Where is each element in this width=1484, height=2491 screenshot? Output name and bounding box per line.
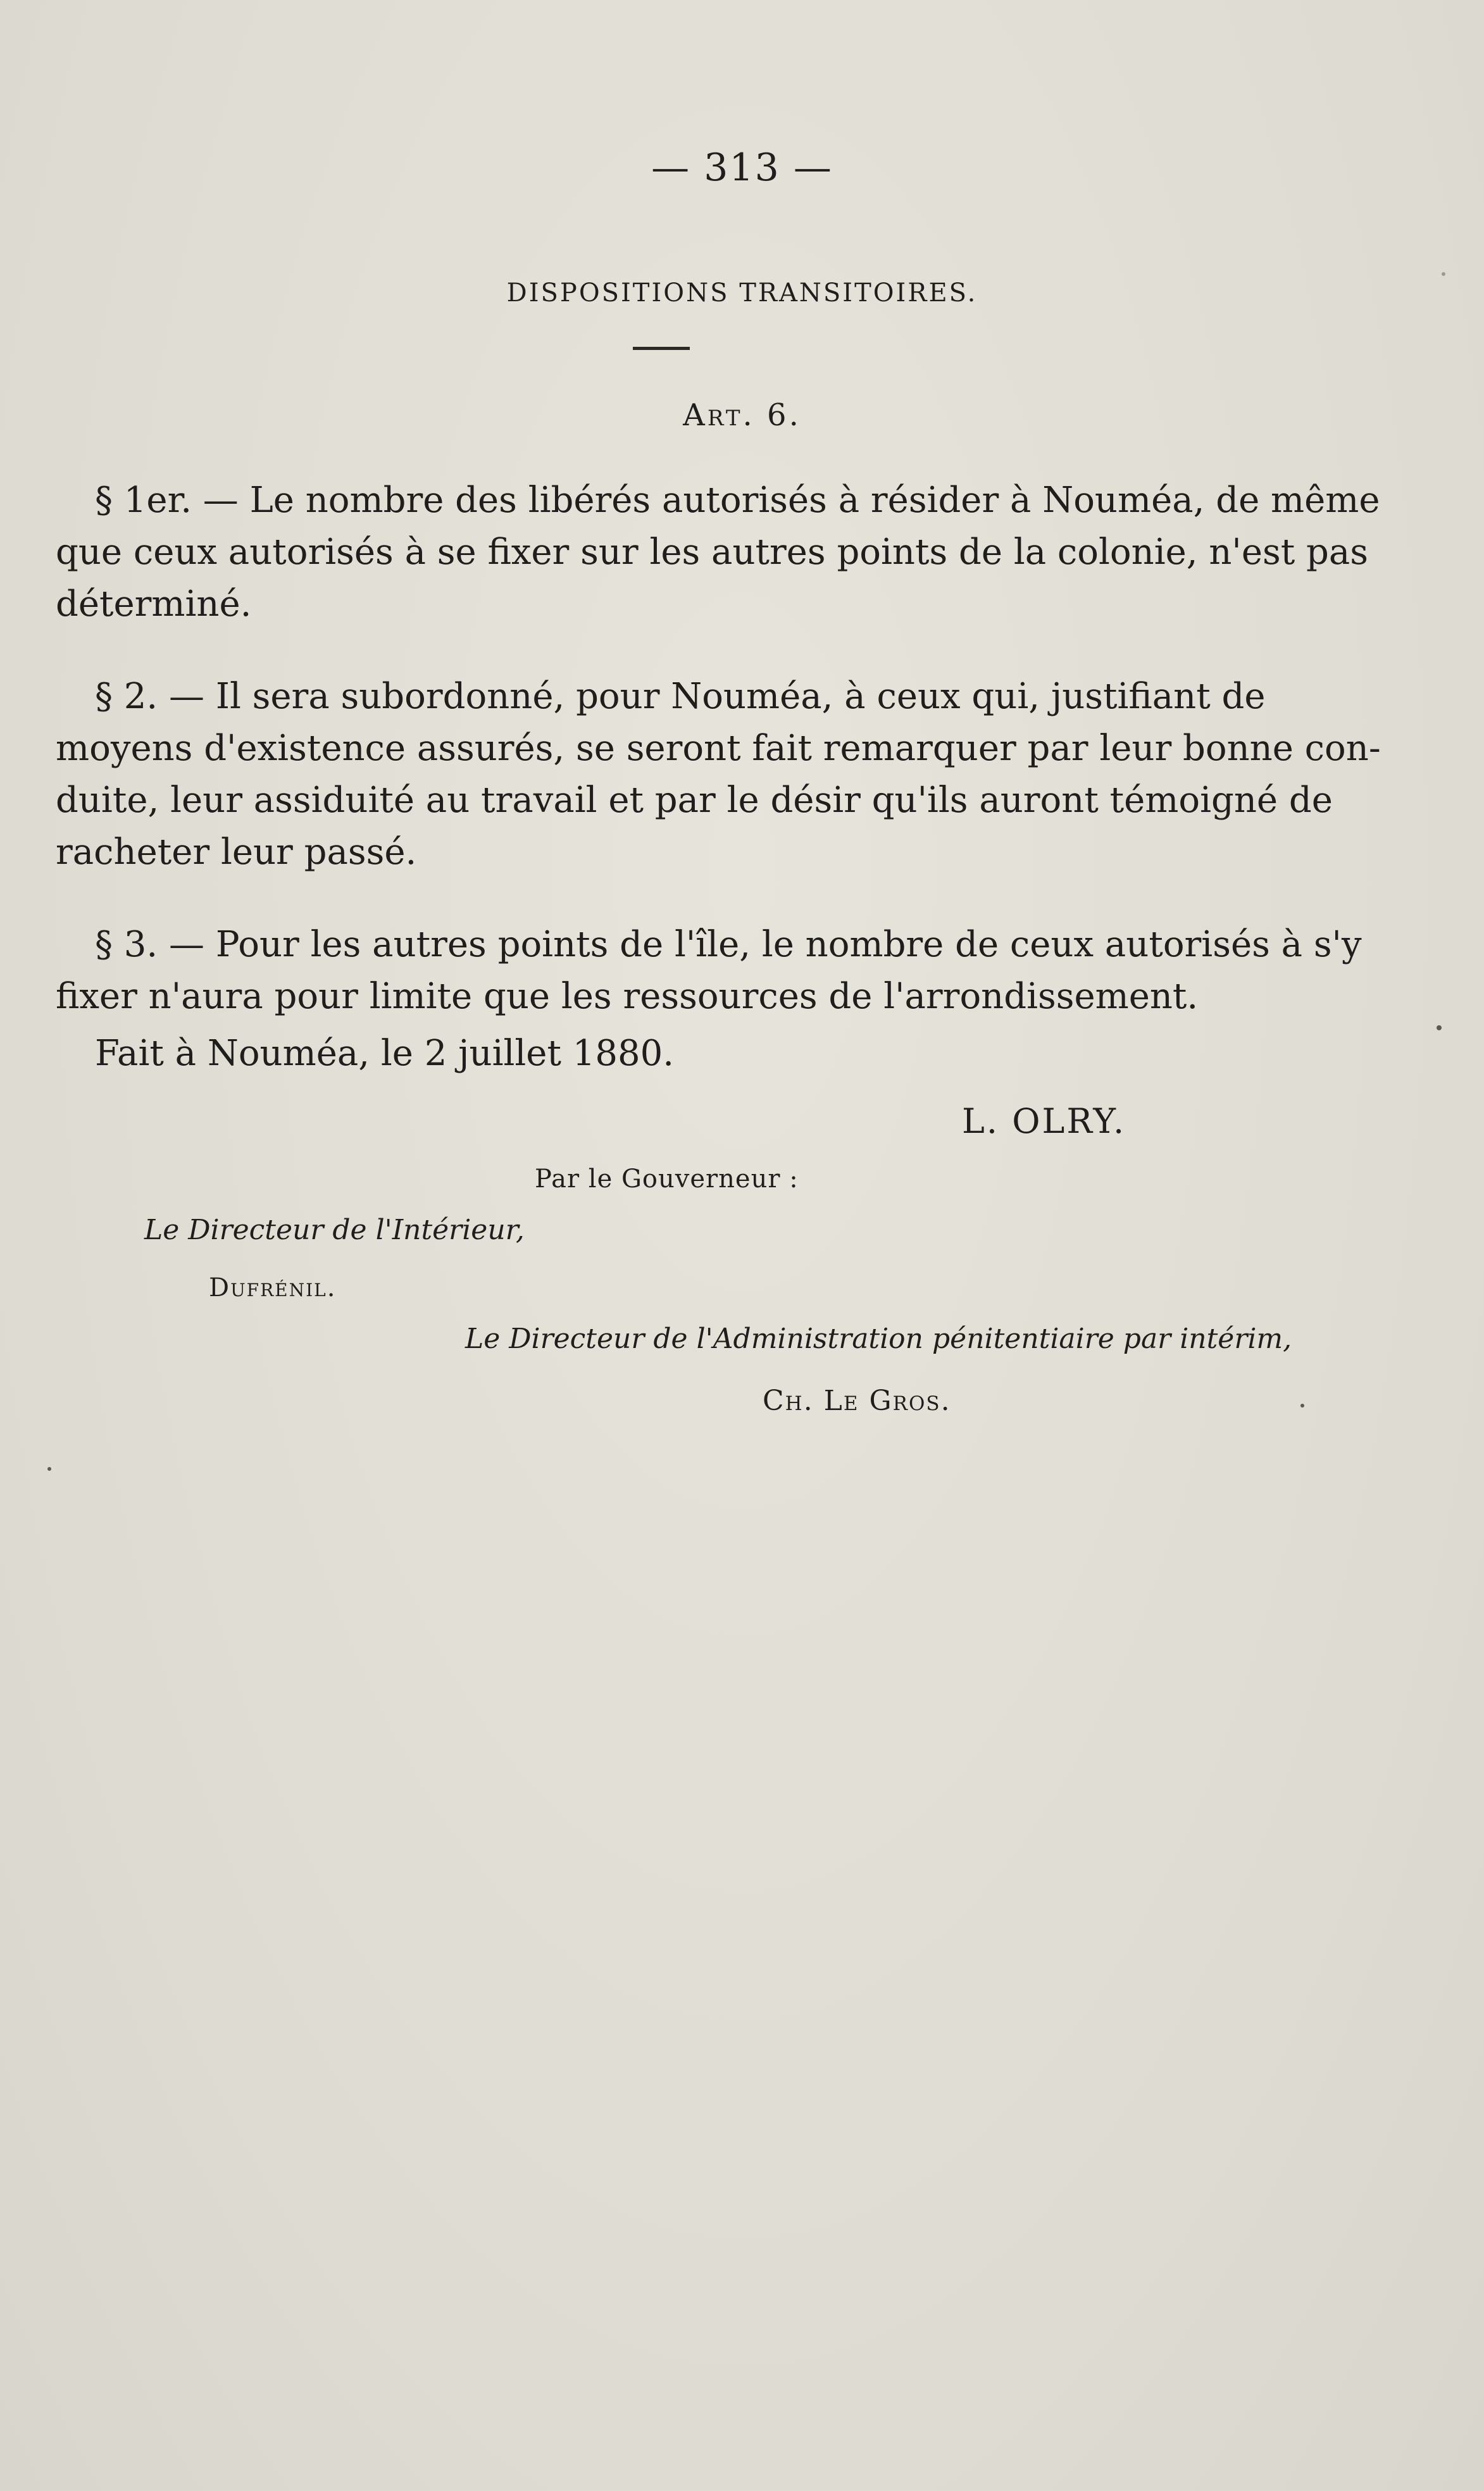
governor-signature: L. OLRY. bbox=[962, 1101, 1126, 1141]
paragraph-1-line-1: § 1er. — Le nombre des libérés autorisés à résider à Nouméa, de même bbox=[95, 480, 1380, 521]
paragraph-2-line-3: duite, leur assiduité au travail et par le désir qu'ils auront témoigné de bbox=[56, 780, 1333, 821]
paragraph-1-line-3: déterminé. bbox=[56, 584, 252, 625]
paragraph-2-line-1: § 2. — Il sera subordonné, pour Nouméa, à ceux qui, justifiant de bbox=[95, 676, 1266, 717]
paragraph-1-line-2: que ceux autorisés à se fixer sur les autres points de la colonie, n'est pas bbox=[56, 532, 1368, 573]
par-le-gouverneur: Par le Gouverneur : bbox=[535, 1164, 799, 1194]
director-administration-name: Ch. Le Gros. bbox=[763, 1385, 951, 1417]
page-number: — 313 — bbox=[651, 146, 833, 190]
article-title: Art. 6. bbox=[683, 397, 801, 433]
closing-date-line: Fait à Nouméa, le 2 juillet 1880. bbox=[95, 1033, 675, 1074]
director-interior-title: Le Directeur de l'Intérieur, bbox=[144, 1214, 525, 1246]
paragraph-2-line-2: moyens d'existence assurés, se seront fait remarquer par leur bonne con- bbox=[56, 728, 1381, 769]
paper-speck bbox=[1300, 1404, 1304, 1408]
paragraph-3-line-2: fixer n'aura pour limite que les ressources de l'arrondissement. bbox=[56, 976, 1199, 1017]
director-interior-name: Dufrénil. bbox=[209, 1273, 337, 1302]
paper-speck bbox=[1437, 1025, 1442, 1030]
section-title: DISPOSITIONS TRANSITOIRES. bbox=[506, 278, 978, 308]
paper-speck bbox=[1442, 272, 1445, 276]
director-administration-title: Le Directeur de l'Administration pénitentiaire par intérim, bbox=[465, 1323, 1292, 1355]
paper-speck bbox=[47, 1467, 51, 1471]
paragraph-3-line-1: § 3. — Pour les autres points de l'île, le nombre de ceux autorisés à s'y bbox=[95, 924, 1362, 965]
paragraph-2-line-4: racheter leur passé. bbox=[56, 832, 417, 873]
title-divider bbox=[633, 347, 690, 350]
